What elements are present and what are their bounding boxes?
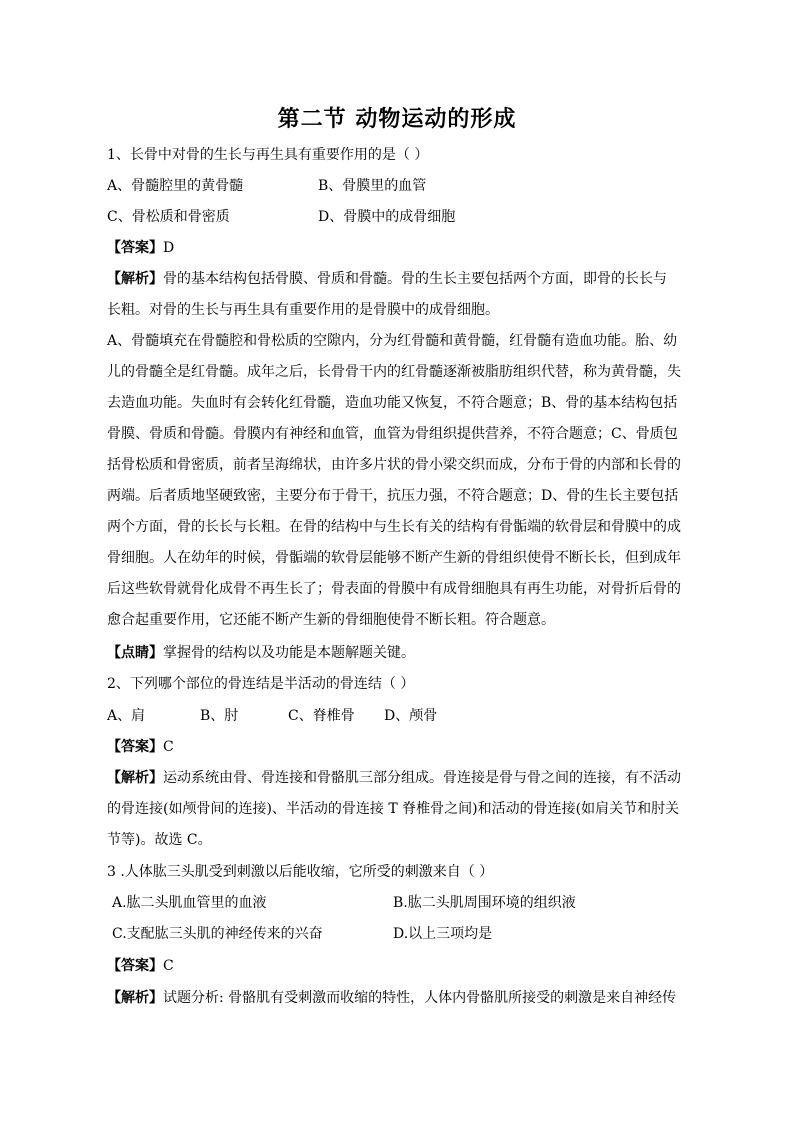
answer-tag: 【答案】 bbox=[107, 739, 163, 755]
page-title: 第二节 动物运动的形成 bbox=[277, 106, 517, 132]
q3-answer bbox=[107, 956, 174, 976]
q2-option-a: A、肩 bbox=[107, 708, 146, 724]
q1-analysis-line: 后这些软骨就骨化成骨不再生长了；骨表面的骨膜中有成骨细胞具有再生功能，对骨折后骨的 bbox=[107, 581, 681, 597]
q1-option-c: C、骨松质和骨密质 bbox=[107, 209, 230, 225]
q3-option-a: A.肱二头肌血管里的血液 bbox=[112, 895, 267, 911]
analysis-tag: 【解析】 bbox=[107, 770, 163, 786]
answer-value: D bbox=[163, 240, 175, 256]
analysis-text: 试题分析: 骨骼肌有受刺激而收缩的特性，人体内骨骼肌所接受的刺激是来自神经传 bbox=[163, 990, 677, 1006]
answer-tag: 【答案】 bbox=[107, 958, 163, 974]
q2-analysis-line bbox=[107, 768, 681, 788]
answer-value: C bbox=[163, 958, 174, 974]
analysis-text: 运动系统由骨、骨连接和骨骼肌三部分组成。骨连接是骨与骨之间的连接，有不活动 bbox=[163, 770, 681, 786]
analysis-text: 骨的基本结构包括骨膜、骨质和骨髓。骨的生长主要包括两个方面，即骨的长长与 bbox=[163, 271, 667, 287]
q1-option-b: B、骨膜里的血管 bbox=[318, 178, 427, 194]
q1-analysis-line bbox=[107, 269, 667, 289]
q3-option-c: C.支配肱三头肌的神经传来的兴奋 bbox=[112, 926, 323, 942]
q1-analysis-line: A、骨髓填充在骨髓腔和骨松质的空隙内，分为红骨髓和黄骨髓，红骨髓有造血功能。胎、幼 bbox=[107, 333, 678, 349]
q1-answer bbox=[107, 238, 174, 258]
q1-analysis-line: 去造血功能。失血时有会转化红骨髓，造血功能又恢复，不符合题意；B、骨的基本结构包括 bbox=[107, 395, 678, 411]
q1-analysis-line: 两端。后者质地坚硬致密，主要分布于骨干，抗压力强，不符合题意；D、骨的生长主要包括 bbox=[107, 488, 679, 504]
q3-option-b: B.肱二头肌周围环境的组织液 bbox=[393, 895, 576, 911]
q1-analysis-line: 骨膜、骨质和骨髓。骨膜内有神经和血管，血管为骨组织提供营养，不符合题意；C、骨质包 bbox=[107, 426, 678, 442]
q1-option-d: D、骨膜中的成骨细胞 bbox=[318, 209, 456, 225]
q1-analysis-line: 两个方面，骨的长长与长粗。在骨的结构中与生长有关的结构有骨骺端的软骨层和骨膜中的成 bbox=[107, 519, 681, 535]
answer-tag: 【答案】 bbox=[107, 240, 163, 256]
answer-value: C bbox=[163, 739, 174, 755]
question-2-stem: 2、下列哪个部位的骨连结是半活动的骨连结（ ） bbox=[107, 676, 415, 692]
q2-option-b: B、肘 bbox=[200, 708, 239, 724]
q1-analysis-line: 括骨松质和骨密质，前者呈海绵状，由许多片状的骨小梁交织而成，分布于骨的内部和长骨的 bbox=[107, 457, 681, 473]
question-1-stem: 1、长骨中对骨的生长与再生具有重要作用的是（ ） bbox=[107, 147, 429, 163]
q2-analysis-line: 的骨连接(如颅骨间的连接)、半活动的骨连接 T 脊椎骨之间)和活动的骨连接(如肩关节和肘关 bbox=[107, 801, 680, 817]
q1-note bbox=[107, 643, 415, 663]
q1-analysis-line: 骨细胞。人在幼年的时候，骨骺端的软骨层能够不断产生新的骨组织使骨不断长长，但到成年 bbox=[107, 550, 681, 566]
q3-analysis-line bbox=[107, 988, 676, 1008]
question-3-stem: 3 .人体肱三头肌受到刺激以后能收缩，它所受的刺激来自（ ） bbox=[107, 864, 494, 880]
q2-option-d: D、颅骨 bbox=[384, 708, 438, 724]
q1-option-a: A、骨髓腔里的黄骨髓 bbox=[107, 178, 244, 194]
q3-option-d: D.以上三项均是 bbox=[393, 926, 493, 942]
analysis-tag: 【解析】 bbox=[107, 271, 163, 287]
q2-option-c: C、脊椎骨 bbox=[288, 708, 355, 724]
q2-analysis-line: 节等)。故选 C。 bbox=[107, 832, 212, 848]
analysis-tag: 【解析】 bbox=[107, 990, 163, 1006]
note-text: 掌握骨的结构以及功能是本题解题关键。 bbox=[163, 645, 415, 661]
note-tag: 【点睛】 bbox=[107, 645, 163, 661]
q1-analysis-line: 愈合起重要作用，它还能不断产生新的骨细胞使骨不断长粗。符合题意。 bbox=[107, 612, 555, 628]
q1-analysis-line: 长粗。对骨的生长与再生具有重要作用的是骨膜中的成骨细胞。 bbox=[107, 302, 499, 318]
q1-analysis-line: 儿的骨髓全是红骨髓。成年之后，长骨骨干内的红骨髓逐渐被脂肪组织代替，称为黄骨髓，失 bbox=[107, 364, 681, 380]
q2-answer bbox=[107, 737, 174, 757]
